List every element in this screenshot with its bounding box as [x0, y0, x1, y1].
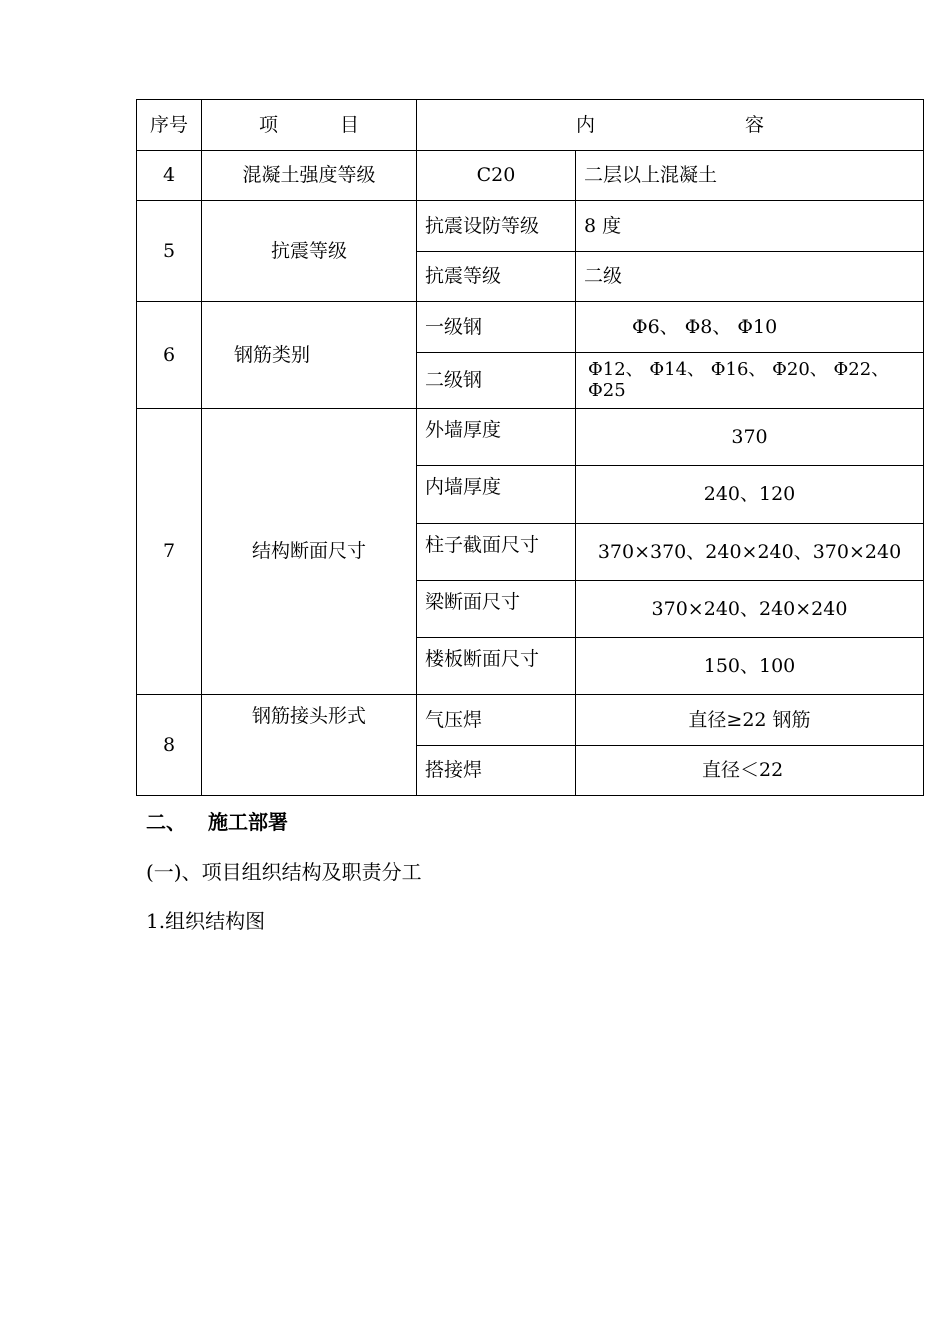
subsection-title: (一)、项目组织结构及职责分工 — [146, 860, 422, 884]
row5-seq: 5 — [137, 201, 202, 302]
row5-sub1: 抗震设防等级 — [417, 201, 576, 252]
row7-value3: 370×370、240×240、370×240 — [576, 524, 924, 581]
row5-value1: 8 度 — [576, 201, 924, 252]
row6-value2 — [576, 353, 924, 409]
row7-value4: 370×240、240×240 — [576, 581, 924, 638]
row7-value5: 150、100 — [576, 638, 924, 695]
section-heading-num: 二、 — [146, 810, 186, 834]
row7-item: 结构断面尺寸 — [202, 409, 417, 695]
table-row — [137, 695, 924, 746]
header-content-a: 内 — [575, 113, 595, 136]
row8-item: 钢筋接头形式 — [202, 695, 417, 796]
row7-sub2: 内墙厚度 — [417, 466, 576, 524]
row7-sub1: 外墙厚度 — [417, 409, 576, 466]
row5-value2: 二级 — [576, 252, 924, 302]
row6-value1: Φ6、 Φ8、 Φ10 — [576, 302, 924, 353]
section-heading — [146, 806, 288, 835]
row8-value1: 直径≥22 钢筋 — [576, 695, 924, 746]
row7-value1: 370 — [576, 409, 924, 466]
row4-seq: 4 — [137, 151, 202, 201]
table-row — [137, 302, 924, 353]
section-heading-text: 施工部署 — [208, 810, 288, 834]
row8-sub2: 搭接焊 — [417, 746, 576, 796]
row8-seq: 8 — [137, 695, 202, 796]
row6-value2-line2: Φ25 — [588, 379, 626, 401]
row7-sub5: 楼板断面尺寸 — [417, 638, 576, 695]
row6-seq: 6 — [137, 302, 202, 409]
row6-sub2: 二级钢 — [417, 353, 576, 409]
header-item — [202, 100, 417, 151]
row6-value2-line1: Φ12、 Φ14、 Φ16、 Φ20、 Φ22、 — [588, 358, 890, 380]
table-row — [137, 409, 924, 466]
row5-item: 抗震等级 — [202, 201, 417, 302]
row5-sub2: 抗震等级 — [417, 252, 576, 302]
row4-item: 混凝土强度等级 — [202, 151, 417, 201]
header-content — [417, 100, 924, 151]
row7-sub4: 梁断面尺寸 — [417, 581, 576, 638]
row7-sub3: 柱子截面尺寸 — [417, 524, 576, 581]
row6-sub1: 一级钢 — [417, 302, 576, 353]
row7-value2: 240、120 — [576, 466, 924, 524]
subsection-subtitle: 1.组织结构图 — [146, 909, 266, 933]
spec-table — [136, 99, 924, 796]
header-content-b: 容 — [745, 113, 765, 136]
row6-item: 钢筋类别 — [202, 302, 417, 409]
row8-value2: 直径＜22 — [576, 746, 924, 796]
row4-sub: C20 — [417, 151, 576, 201]
table-header-row — [137, 100, 924, 151]
row4-value: 二层以上混凝土 — [576, 151, 924, 201]
table-row — [137, 201, 924, 252]
row7-seq: 7 — [137, 409, 202, 695]
header-seq: 序号 — [137, 100, 202, 151]
header-item-a: 项 — [258, 113, 278, 136]
row8-sub1: 气压焊 — [417, 695, 576, 746]
table-row — [137, 151, 924, 201]
header-item-b: 目 — [340, 113, 360, 136]
